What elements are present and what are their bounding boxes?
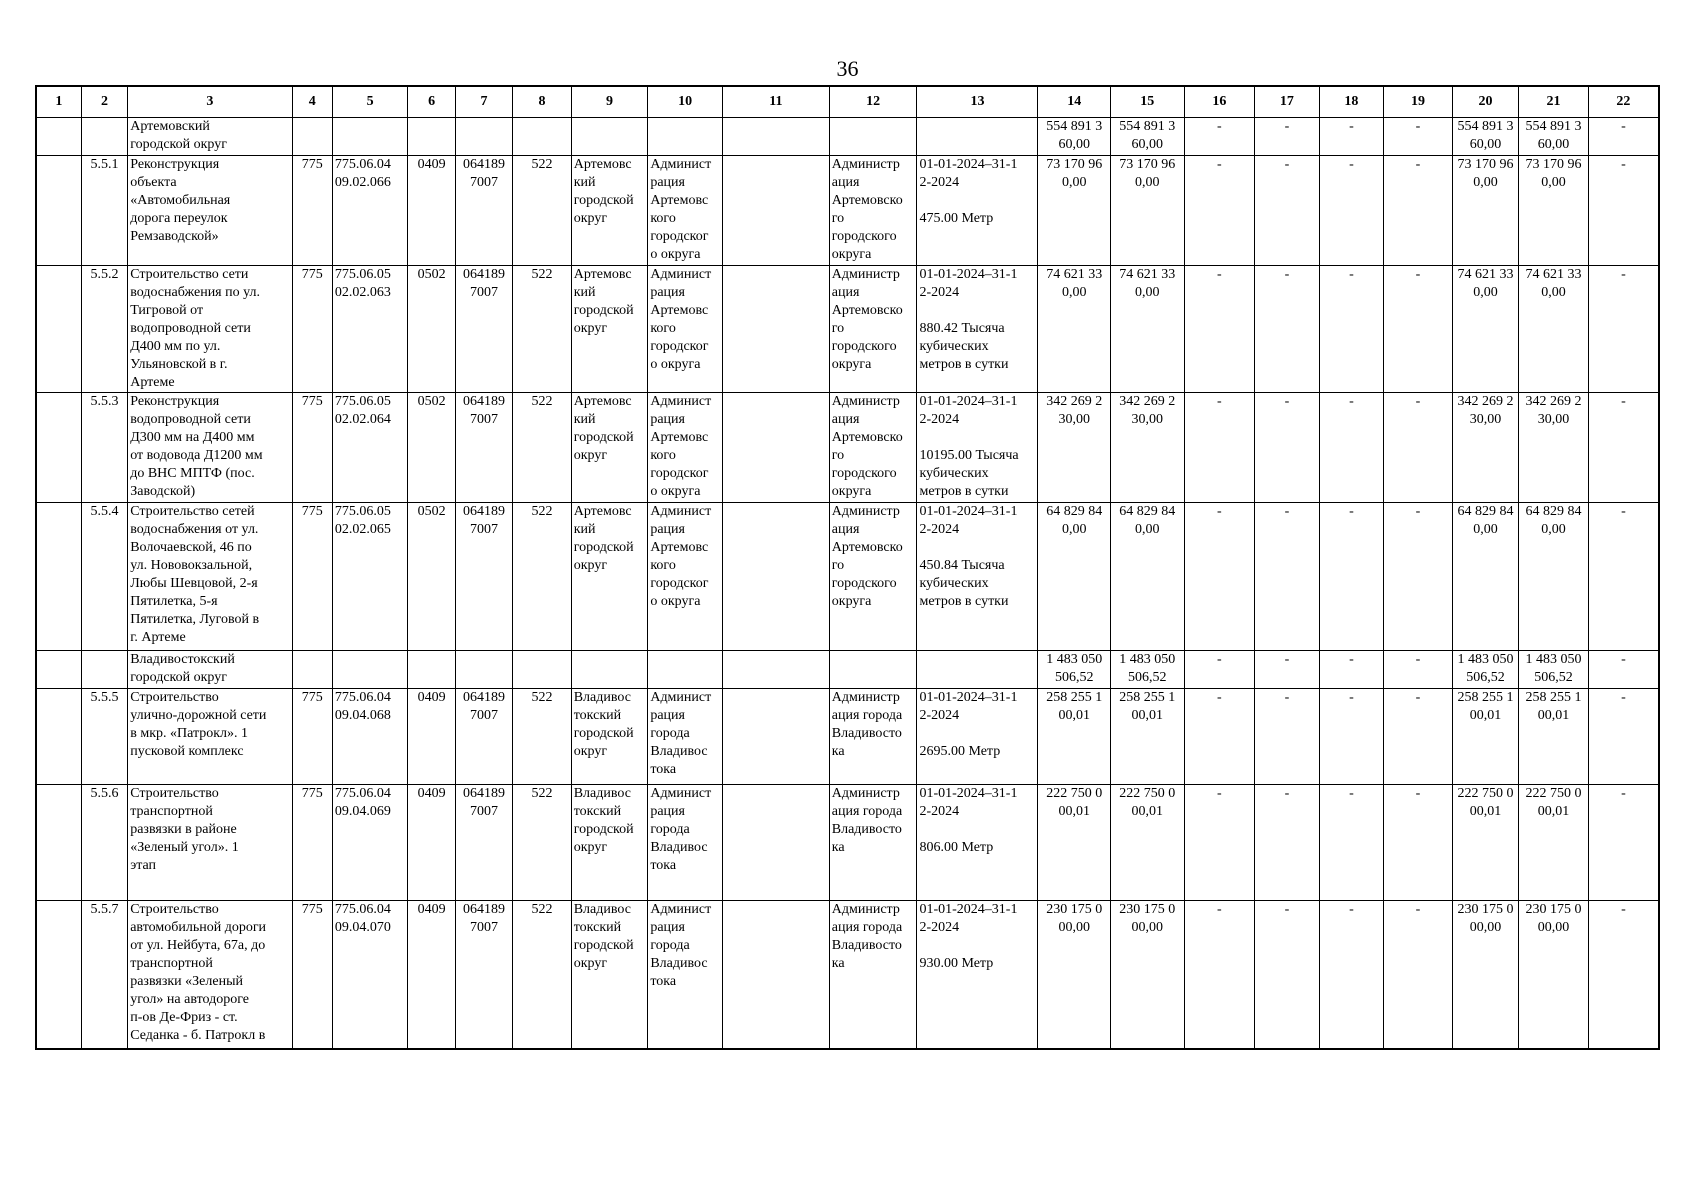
column-header-12: 12 xyxy=(829,86,917,118)
cell-col-13 xyxy=(917,651,1038,689)
cell-col-16: - xyxy=(1184,156,1255,266)
cell-col-12: Администр ация Артемовско го городского округа xyxy=(829,503,917,651)
cell-col-11 xyxy=(722,266,829,393)
cell-col-15: 222 750 0 00,01 xyxy=(1111,785,1185,901)
cell-col-2: 5.5.6 xyxy=(81,785,127,901)
cell-col-9: Артемовс кий городской округ xyxy=(571,156,648,266)
cell-col-6: 0502 xyxy=(408,503,455,651)
cell-col-2 xyxy=(81,651,127,689)
cell-col-10 xyxy=(648,651,723,689)
cell-col-3: Строительство транспортной развязки в районе «Зеленый угол». 1 этап xyxy=(128,785,292,901)
cell-col-9: Владивос токский городской округ xyxy=(571,689,648,785)
cell-col-20: 554 891 3 60,00 xyxy=(1452,118,1519,156)
cell-col-4: 775 xyxy=(292,689,332,785)
cell-col-16: - xyxy=(1184,393,1255,503)
cell-col-7 xyxy=(455,118,512,156)
cell-col-22: - xyxy=(1588,118,1659,156)
cell-col-14: 554 891 3 60,00 xyxy=(1038,118,1111,156)
cell-col-15: 1 483 050 506,52 xyxy=(1111,651,1185,689)
cell-col-6: 0409 xyxy=(408,156,455,266)
cell-col-19: - xyxy=(1384,118,1453,156)
cell-col-5: 775.06.05 02.02.065 xyxy=(332,503,408,651)
cell-col-9 xyxy=(571,651,648,689)
cell-col-22: - xyxy=(1588,901,1659,1049)
cell-col-15: 64 829 84 0,00 xyxy=(1111,503,1185,651)
cell-col-3: Реконструкция водопроводной сети Д300 мм на Д400 мм от водовода Д1200 мм до ВНС МПТФ (пос. Заводской) xyxy=(128,393,292,503)
column-header-17: 17 xyxy=(1255,86,1320,118)
cell-col-2: 5.5.3 xyxy=(81,393,127,503)
cell-col-10: Админист рация Артемовс кого городског о округа xyxy=(648,503,723,651)
cell-col-19: - xyxy=(1384,156,1453,266)
cell-col-19: - xyxy=(1384,503,1453,651)
cell-col-7: 064189 7007 xyxy=(455,689,512,785)
cell-col-20: 74 621 33 0,00 xyxy=(1452,266,1519,393)
cell-col-19: - xyxy=(1384,393,1453,503)
cell-col-9: Владивос токский городской округ xyxy=(571,785,648,901)
cell-col-9: Артемовс кий городской округ xyxy=(571,503,648,651)
cell-col-3: Артемовский городской округ xyxy=(128,118,292,156)
cell-col-15: 258 255 1 00,01 xyxy=(1111,689,1185,785)
cell-col-11 xyxy=(722,651,829,689)
cell-col-3: Строительство автомобильной дороги от ул. Нейбута, 67а, до транспортной развязки «Зеленый угол» на автодороге п-ов Де-Фриз - ст. Седанка - б. Патрокл в xyxy=(128,901,292,1049)
cell-col-13: 01-01-2024–31-1 2-2024 880.42 Тысяча кубических метров в сутки xyxy=(917,266,1038,393)
cell-col-5: 775.06.05 02.02.063 xyxy=(332,266,408,393)
cell-col-10: Админист рация города Владивос тока xyxy=(648,785,723,901)
cell-col-20: 222 750 0 00,01 xyxy=(1452,785,1519,901)
cell-col-10: Админист рация города Владивос тока xyxy=(648,901,723,1049)
column-header-1: 1 xyxy=(36,86,81,118)
cell-col-4 xyxy=(292,651,332,689)
cell-col-16: - xyxy=(1184,266,1255,393)
cell-col-21: 258 255 1 00,01 xyxy=(1519,689,1589,785)
cell-col-18: - xyxy=(1319,266,1384,393)
cell-col-15: 230 175 0 00,00 xyxy=(1111,901,1185,1049)
cell-col-20: 342 269 2 30,00 xyxy=(1452,393,1519,503)
cell-col-13: 01-01-2024–31-1 2-2024 806.00 Метр xyxy=(917,785,1038,901)
cell-col-11 xyxy=(722,785,829,901)
cell-col-5: 775.06.04 09.02.066 xyxy=(332,156,408,266)
cell-col-14: 74 621 33 0,00 xyxy=(1038,266,1111,393)
cell-col-18: - xyxy=(1319,156,1384,266)
cell-col-21: 73 170 96 0,00 xyxy=(1519,156,1589,266)
column-header-18: 18 xyxy=(1319,86,1384,118)
cell-col-13: 01-01-2024–31-1 2-2024 2695.00 Метр xyxy=(917,689,1038,785)
cell-col-8: 522 xyxy=(513,266,571,393)
cell-col-3: Строительство сети водоснабжения по ул. Тигровой от водопроводной сети Д400 мм по ул. Ульяновской в г. Артеме xyxy=(128,266,292,393)
cell-col-14: 342 269 2 30,00 xyxy=(1038,393,1111,503)
cell-col-1 xyxy=(36,503,81,651)
cell-col-16: - xyxy=(1184,785,1255,901)
cell-col-17: - xyxy=(1255,266,1320,393)
cell-col-20: 230 175 0 00,00 xyxy=(1452,901,1519,1049)
cell-col-4: 775 xyxy=(292,901,332,1049)
cell-col-21: 1 483 050 506,52 xyxy=(1519,651,1589,689)
group-row xyxy=(36,651,1659,689)
cell-col-13: 01-01-2024–31-1 2-2024 475.00 Метр xyxy=(917,156,1038,266)
cell-col-10: Админист рация Артемовс кого городског о округа xyxy=(648,156,723,266)
cell-col-1 xyxy=(36,156,81,266)
cell-col-21: 554 891 3 60,00 xyxy=(1519,118,1589,156)
column-header-15: 15 xyxy=(1111,86,1185,118)
cell-col-12: Администр ация Артемовско го городского округа xyxy=(829,393,917,503)
column-header-9: 9 xyxy=(571,86,648,118)
cell-col-7: 064189 7007 xyxy=(455,393,512,503)
column-header-20: 20 xyxy=(1452,86,1519,118)
cell-col-4: 775 xyxy=(292,266,332,393)
cell-col-8: 522 xyxy=(513,156,571,266)
table-row xyxy=(36,266,1659,393)
cell-col-11 xyxy=(722,689,829,785)
cell-col-19: - xyxy=(1384,901,1453,1049)
cell-col-6 xyxy=(408,118,455,156)
cell-col-17: - xyxy=(1255,393,1320,503)
cell-col-10: Админист рация Артемовс кого городског о округа xyxy=(648,393,723,503)
header-row xyxy=(36,86,1659,118)
cell-col-20: 64 829 84 0,00 xyxy=(1452,503,1519,651)
column-header-8: 8 xyxy=(513,86,571,118)
cell-col-5: 775.06.04 09.04.070 xyxy=(332,901,408,1049)
cell-col-13: 01-01-2024–31-1 2-2024 10195.00 Тысяча кубических метров в сутки xyxy=(917,393,1038,503)
cell-col-2: 5.5.7 xyxy=(81,901,127,1049)
cell-col-7: 064189 7007 xyxy=(455,785,512,901)
cell-col-22: - xyxy=(1588,503,1659,651)
cell-col-3: Строительство сетей водоснабжения от ул. Волочаевской, 46 по ул. Нововокзальной, Любы Шевцовой, 2-я Пятилетка, 5-я Пятилетка, Луговой в г. Артеме xyxy=(128,503,292,651)
cell-col-14: 222 750 0 00,01 xyxy=(1038,785,1111,901)
cell-col-1 xyxy=(36,785,81,901)
cell-col-14: 230 175 0 00,00 xyxy=(1038,901,1111,1049)
cell-col-4: 775 xyxy=(292,156,332,266)
page-number: 36 xyxy=(836,56,859,81)
cell-col-11 xyxy=(722,503,829,651)
cell-col-17: - xyxy=(1255,503,1320,651)
cell-col-22: - xyxy=(1588,689,1659,785)
cell-col-14: 258 255 1 00,01 xyxy=(1038,689,1111,785)
cell-col-12: Администр ация Артемовско го городского округа xyxy=(829,266,917,393)
cell-col-6: 0409 xyxy=(408,689,455,785)
cell-col-15: 342 269 2 30,00 xyxy=(1111,393,1185,503)
cell-col-19: - xyxy=(1384,785,1453,901)
cell-col-12 xyxy=(829,651,917,689)
cell-col-9 xyxy=(571,118,648,156)
cell-col-11 xyxy=(722,156,829,266)
cell-col-2: 5.5.2 xyxy=(81,266,127,393)
cell-col-8: 522 xyxy=(513,503,571,651)
cell-col-20: 1 483 050 506,52 xyxy=(1452,651,1519,689)
cell-col-12: Администр ация Артемовско го городского округа xyxy=(829,156,917,266)
cell-col-12: Администр ация города Владивосто ка xyxy=(829,901,917,1049)
cell-col-2 xyxy=(81,118,127,156)
cell-col-22: - xyxy=(1588,785,1659,901)
column-header-2: 2 xyxy=(81,86,127,118)
cell-col-22: - xyxy=(1588,266,1659,393)
column-header-21: 21 xyxy=(1519,86,1589,118)
cell-col-11 xyxy=(722,393,829,503)
cell-col-1 xyxy=(36,393,81,503)
cell-col-1 xyxy=(36,689,81,785)
column-header-4: 4 xyxy=(292,86,332,118)
cell-col-21: 64 829 84 0,00 xyxy=(1519,503,1589,651)
cell-col-18: - xyxy=(1319,118,1384,156)
table-row xyxy=(36,785,1659,901)
column-header-6: 6 xyxy=(408,86,455,118)
group-row xyxy=(36,118,1659,156)
cell-col-17: - xyxy=(1255,156,1320,266)
cell-col-4: 775 xyxy=(292,785,332,901)
column-header-19: 19 xyxy=(1384,86,1453,118)
cell-col-13: 01-01-2024–31-1 2-2024 450.84 Тысяча кубических метров в сутки xyxy=(917,503,1038,651)
cell-col-7 xyxy=(455,651,512,689)
column-header-11: 11 xyxy=(722,86,829,118)
cell-col-11 xyxy=(722,118,829,156)
budget-table xyxy=(35,85,1660,1050)
table-row xyxy=(36,393,1659,503)
cell-col-16: - xyxy=(1184,901,1255,1049)
cell-col-2: 5.5.5 xyxy=(81,689,127,785)
cell-col-15: 74 621 33 0,00 xyxy=(1111,266,1185,393)
cell-col-16: - xyxy=(1184,118,1255,156)
cell-col-15: 554 891 3 60,00 xyxy=(1111,118,1185,156)
cell-col-13: 01-01-2024–31-1 2-2024 930.00 Метр xyxy=(917,901,1038,1049)
cell-col-8 xyxy=(513,651,571,689)
cell-col-19: - xyxy=(1384,651,1453,689)
cell-col-7: 064189 7007 xyxy=(455,156,512,266)
column-header-7: 7 xyxy=(455,86,512,118)
cell-col-6: 0409 xyxy=(408,901,455,1049)
cell-col-19: - xyxy=(1384,689,1453,785)
cell-col-5: 775.06.04 09.04.068 xyxy=(332,689,408,785)
cell-col-21: 230 175 0 00,00 xyxy=(1519,901,1589,1049)
cell-col-18: - xyxy=(1319,393,1384,503)
cell-col-17: - xyxy=(1255,901,1320,1049)
cell-col-18: - xyxy=(1319,785,1384,901)
cell-col-13 xyxy=(917,118,1038,156)
cell-col-8: 522 xyxy=(513,785,571,901)
cell-col-15: 73 170 96 0,00 xyxy=(1111,156,1185,266)
cell-col-17: - xyxy=(1255,651,1320,689)
cell-col-4 xyxy=(292,118,332,156)
cell-col-8: 522 xyxy=(513,901,571,1049)
cell-col-17: - xyxy=(1255,689,1320,785)
cell-col-5: 775.06.04 09.04.069 xyxy=(332,785,408,901)
column-header-3: 3 xyxy=(128,86,292,118)
cell-col-10: Админист рация города Владивос тока xyxy=(648,689,723,785)
cell-col-10: Админист рация Артемовс кого городског о округа xyxy=(648,266,723,393)
cell-col-7: 064189 7007 xyxy=(455,503,512,651)
table-row xyxy=(36,503,1659,651)
column-header-13: 13 xyxy=(917,86,1038,118)
cell-col-22: - xyxy=(1588,393,1659,503)
cell-col-6: 0409 xyxy=(408,785,455,901)
cell-col-3: Владивостокский городской округ xyxy=(128,651,292,689)
cell-col-1 xyxy=(36,266,81,393)
cell-col-8 xyxy=(513,118,571,156)
cell-col-22: - xyxy=(1588,156,1659,266)
cell-col-14: 73 170 96 0,00 xyxy=(1038,156,1111,266)
cell-col-12: Администр ация города Владивосто ка xyxy=(829,785,917,901)
cell-col-19: - xyxy=(1384,266,1453,393)
cell-col-5 xyxy=(332,651,408,689)
cell-col-7: 064189 7007 xyxy=(455,266,512,393)
cell-col-7: 064189 7007 xyxy=(455,901,512,1049)
table-row xyxy=(36,156,1659,266)
cell-col-12: Администр ация города Владивосто ка xyxy=(829,689,917,785)
cell-col-1 xyxy=(36,651,81,689)
cell-col-6: 0502 xyxy=(408,393,455,503)
cell-col-22: - xyxy=(1588,651,1659,689)
cell-col-18: - xyxy=(1319,901,1384,1049)
cell-col-6 xyxy=(408,651,455,689)
cell-col-4: 775 xyxy=(292,393,332,503)
cell-col-2: 5.5.1 xyxy=(81,156,127,266)
column-header-16: 16 xyxy=(1184,86,1255,118)
cell-col-8: 522 xyxy=(513,393,571,503)
cell-col-1 xyxy=(36,118,81,156)
table-row xyxy=(36,901,1659,1049)
cell-col-10 xyxy=(648,118,723,156)
cell-col-9: Артемовс кий городской округ xyxy=(571,393,648,503)
column-header-5: 5 xyxy=(332,86,408,118)
cell-col-18: - xyxy=(1319,503,1384,651)
cell-col-4: 775 xyxy=(292,503,332,651)
cell-col-17: - xyxy=(1255,118,1320,156)
cell-col-20: 258 255 1 00,01 xyxy=(1452,689,1519,785)
cell-col-16: - xyxy=(1184,651,1255,689)
cell-col-12 xyxy=(829,118,917,156)
cell-col-16: - xyxy=(1184,503,1255,651)
cell-col-16: - xyxy=(1184,689,1255,785)
cell-col-11 xyxy=(722,901,829,1049)
cell-col-5 xyxy=(332,118,408,156)
cell-col-21: 74 621 33 0,00 xyxy=(1519,266,1589,393)
cell-col-8: 522 xyxy=(513,689,571,785)
cell-col-14: 64 829 84 0,00 xyxy=(1038,503,1111,651)
table-row xyxy=(36,689,1659,785)
cell-col-18: - xyxy=(1319,651,1384,689)
cell-col-21: 222 750 0 00,01 xyxy=(1519,785,1589,901)
cell-col-6: 0502 xyxy=(408,266,455,393)
cell-col-3: Строительство улично-дорожной сети в мкр. «Патрокл». 1 пусковой комплекс xyxy=(128,689,292,785)
cell-col-14: 1 483 050 506,52 xyxy=(1038,651,1111,689)
cell-col-3: Реконструкция объекта «Автомобильная дорога переулок Ремзаводской» xyxy=(128,156,292,266)
column-header-10: 10 xyxy=(648,86,723,118)
cell-col-20: 73 170 96 0,00 xyxy=(1452,156,1519,266)
table-body xyxy=(36,118,1659,1049)
cell-col-9: Владивос токский городской округ xyxy=(571,901,648,1049)
cell-col-18: - xyxy=(1319,689,1384,785)
cell-col-2: 5.5.4 xyxy=(81,503,127,651)
cell-col-1 xyxy=(36,901,81,1049)
cell-col-21: 342 269 2 30,00 xyxy=(1519,393,1589,503)
column-header-14: 14 xyxy=(1038,86,1111,118)
column-header-22: 22 xyxy=(1588,86,1659,118)
cell-col-5: 775.06.05 02.02.064 xyxy=(332,393,408,503)
cell-col-17: - xyxy=(1255,785,1320,901)
cell-col-9: Артемовс кий городской округ xyxy=(571,266,648,393)
